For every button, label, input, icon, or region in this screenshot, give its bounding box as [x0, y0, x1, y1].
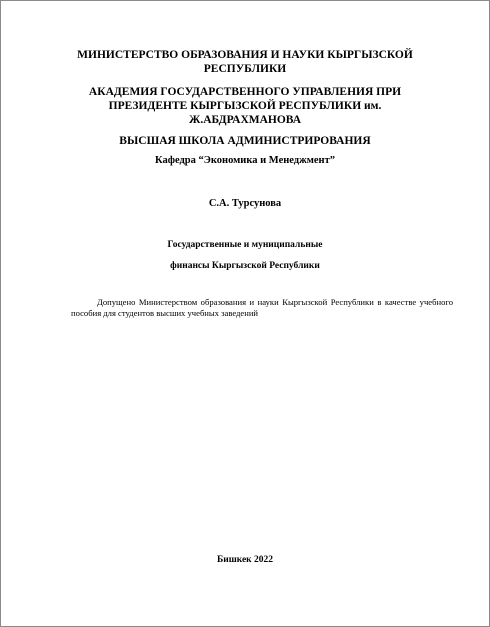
school-heading: ВЫСШАЯ ШКОЛА АДМИНИСТРИРОВАНИЯ — [119, 135, 371, 147]
academy-heading — [1, 85, 489, 127]
ministry-heading-line: МИНИСТЕРСТВО ОБРАЗОВАНИЯ И НАУКИ КЫРГЫЗСКОЙ — [77, 49, 413, 61]
document-title-line-1: Государственные и муниципальные — [167, 240, 323, 250]
academy-heading-line: ПРЕЗИДЕНТЕ КЫРГЫЗСКОЙ РЕСПУБЛИКИ им. — [108, 100, 382, 112]
approval-statement: Допущено Министерством образования и науки Кыргызской Республики в качестве учебного пособия для студентов высших учебных заведений — [71, 297, 453, 318]
department-heading: Кафедра “Экономика и Менеджмент” — [154, 155, 335, 166]
city-and-year: Бишкек 2022 — [216, 555, 274, 565]
author-name: С.А. Турсунова — [208, 198, 282, 209]
academy-heading-line: Ж.АБДРАХМАНОВА — [188, 114, 302, 126]
ministry-heading — [1, 48, 489, 76]
document-title-line-2: финансы Кыргызской Республики — [170, 261, 320, 271]
ministry-heading-line: РЕСПУБЛИКИ — [203, 63, 287, 75]
academy-heading-line: АКАДЕМИЯ ГОСУДАРСТВЕННОГО УПРАВЛЕНИЯ ПРИ — [88, 86, 402, 98]
